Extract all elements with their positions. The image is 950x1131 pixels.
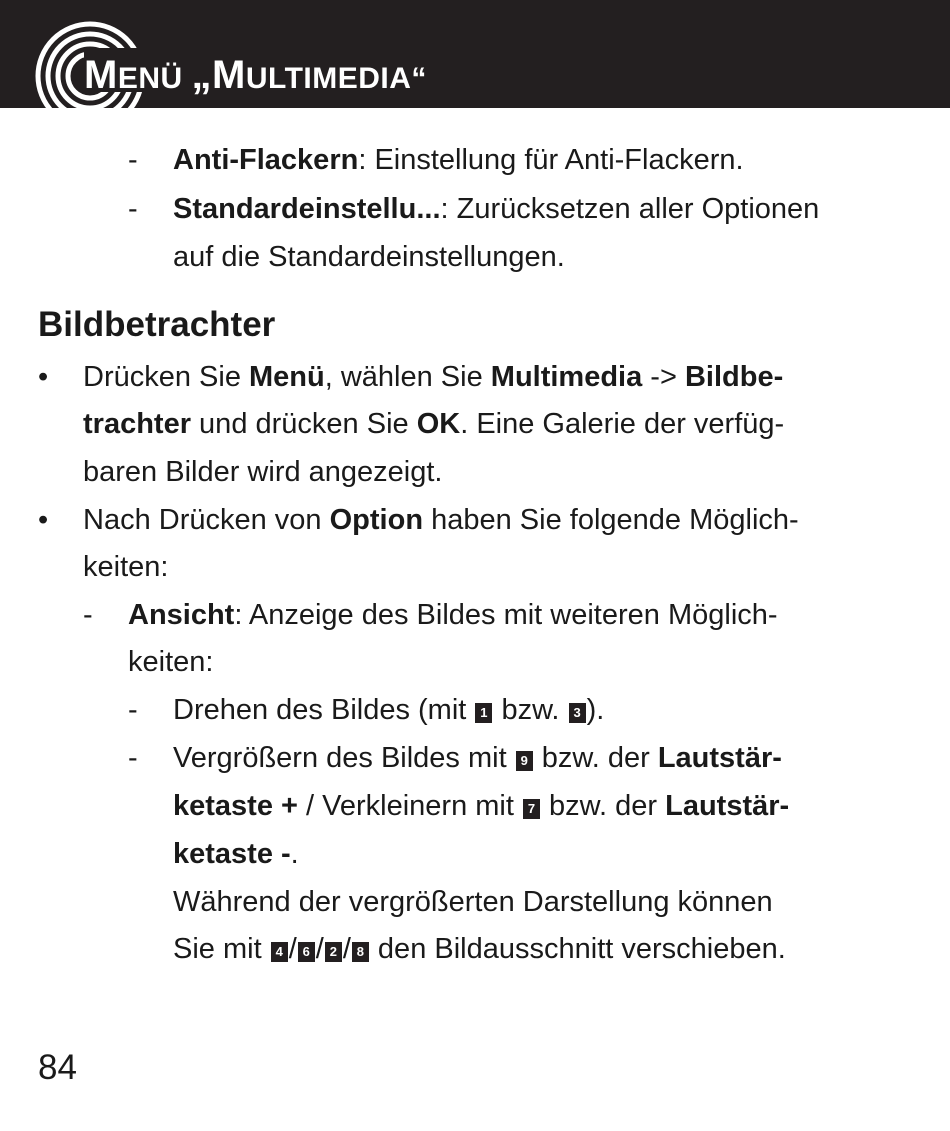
list-dash: -	[128, 144, 138, 176]
list-dash: -	[128, 193, 138, 225]
list-item-anti-flackern: Anti-Flackern: Einstellung für Anti-Flackern.	[173, 144, 744, 176]
key-2-icon: 2	[325, 942, 342, 962]
page-number: 84	[38, 1048, 77, 1087]
key-1-icon: 1	[475, 703, 492, 723]
text-line: trachter und drücken Sie OK. Eine Galerie der verfüg-	[83, 408, 785, 440]
text-line: keiten:	[128, 646, 214, 678]
text-line: ketaste -.	[173, 838, 299, 870]
key-9-icon: 9	[516, 751, 533, 771]
list-dash: -	[128, 742, 138, 774]
key-3-icon: 3	[569, 703, 586, 723]
bullet-item-open-viewer: Drücken Sie Menü, wählen Sie Multimedia -> Bildbe-	[83, 361, 784, 393]
bullet-item-options: Nach Drücken von Option haben Sie folgende Möglich-	[83, 504, 799, 536]
list-dash: -	[83, 599, 93, 631]
text-line: ketaste + / Verkleinern mit 7 bzw. der Lautstär-	[173, 790, 790, 822]
list-dash: -	[128, 694, 138, 726]
text-line: keiten:	[83, 551, 169, 583]
list-item-standardeinstellung: Standardeinstellu...: Zurücksetzen aller Optionen	[173, 193, 820, 225]
key-8-icon: 8	[352, 942, 369, 962]
bullet-marker: •	[38, 504, 49, 536]
text-line: baren Bilder wird angezeigt.	[83, 456, 443, 488]
page-title: MENÜ „MULTIMEDIA“	[84, 53, 427, 97]
header-band	[0, 0, 950, 108]
key-6-icon: 6	[298, 942, 315, 962]
key-4-icon: 4	[271, 942, 288, 962]
list-item-ansicht: Ansicht: Anzeige des Bildes mit weiteren Möglich-	[128, 599, 778, 631]
text-line: Sie mit 4 / 6 / 2 / 8 den Bildausschnitt verschieben.	[173, 933, 786, 965]
bullet-marker: •	[38, 361, 49, 393]
text-line: Während der vergrößerten Darstellung können	[173, 886, 773, 918]
section-heading: Bildbetrachter	[38, 305, 276, 344]
key-7-icon: 7	[523, 799, 540, 819]
list-item-zoom: Vergrößern des Bildes mit 9 bzw. der Lautstär-	[173, 742, 782, 774]
text-line: auf die Standardeinstellungen.	[173, 241, 565, 273]
list-item-rotate: Drehen des Bildes (mit 1 bzw. 3 ).	[173, 694, 605, 726]
